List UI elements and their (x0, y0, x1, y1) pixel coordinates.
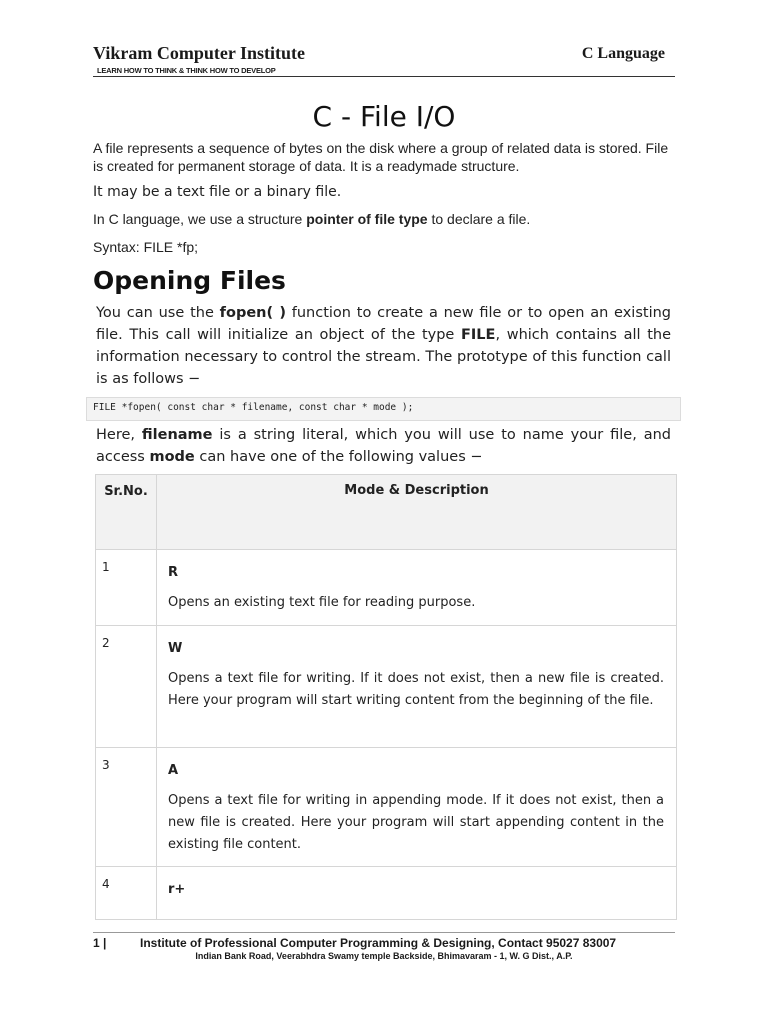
c-language-text-post: to declare a file. (427, 211, 531, 227)
file-type-name: FILE (461, 327, 496, 343)
row-description-cell (157, 626, 677, 748)
table-row (96, 867, 677, 920)
fopen-text-b: function to create a new file or to open an existing file. This call will initialize an object of the type (96, 305, 671, 343)
subject-name: C Language (581, 45, 665, 62)
mode-label: A (168, 763, 179, 778)
column-header-mode-description: Mode & Description (157, 475, 677, 550)
mode-paragraph (96, 424, 671, 468)
file-type-line: It may be a text file or a binary file. (93, 184, 342, 200)
mode-text-a: Here, (96, 427, 142, 443)
table-row (96, 550, 677, 626)
mode-term: mode (149, 449, 195, 465)
header-divider (93, 76, 675, 77)
row-number: 2 (96, 626, 157, 748)
c-language-text-pre: In C language, we use a structure (93, 211, 307, 227)
row-description-cell (157, 867, 677, 920)
row-number: 3 (96, 748, 157, 867)
row-number: 1 (96, 550, 157, 626)
mode-text-b: is a string literal, which you will use to name your file, and access (96, 427, 672, 465)
mode-description: Opens an existing text file for reading purpose. (168, 595, 476, 610)
code-prototype: FILE *fopen( const char * filename, const char * mode ); (93, 402, 414, 413)
column-header-sr-no: Sr.No. (96, 475, 157, 550)
fopen-text-c: , which contains all the information necessary to control the stream. The prototype of this function call is as follows − (96, 327, 671, 387)
table-row (96, 748, 677, 867)
row-description-cell (157, 550, 677, 626)
mode-text-c: can have one of the following values − (194, 449, 483, 465)
fopen-paragraph (96, 302, 671, 390)
c-language-bold: pointer of file type (306, 211, 428, 227)
table-header-row (96, 475, 677, 550)
footer-divider (93, 932, 675, 933)
institute-tagline: LEARN HOW TO THINK & THINK HOW TO DEVELOP (97, 66, 276, 75)
fopen-text-a: You can use the (96, 305, 220, 321)
page-number: 1 | (93, 936, 107, 950)
row-number: 4 (96, 867, 157, 920)
intro-paragraph: A file represents a sequence of bytes on the disk where a group of related data is stored. File is created for permanent storage of data. It is a readymade structure. (93, 140, 669, 174)
mode-label: R (168, 565, 179, 580)
fopen-function-name: fopen( ) (219, 305, 286, 321)
mode-description: Opens a text file for writing in appending mode. If it does not exist, then a new file is created. Here your program will start appending content in the existing file content. (168, 793, 664, 852)
footer-institute: Institute of Professional Computer Programming & Designing, Contact 95027 83007 (140, 936, 617, 950)
mode-table (95, 474, 677, 920)
filename-term: filename (141, 427, 213, 443)
page-title: C - File I/O (312, 100, 456, 133)
mode-label: r+ (168, 882, 186, 897)
table-row (96, 626, 677, 748)
syntax-line: Syntax: FILE *fp; (93, 239, 199, 255)
institute-name: Vikram Computer Institute (93, 43, 305, 63)
mode-description: Opens a text file for writing. If it does not exist, then a new file is created. Here your program will start writing content from the beginning of the file. (168, 671, 664, 708)
row-description-cell (157, 748, 677, 867)
section-heading: Opening Files (93, 266, 286, 295)
c-language-line (93, 211, 530, 227)
mode-label: W (168, 641, 183, 656)
footer-address: Indian Bank Road, Veerabhdra Swamy temple Backside, Bhimavaram - 1, W. G Dist., A.P. (195, 951, 573, 961)
